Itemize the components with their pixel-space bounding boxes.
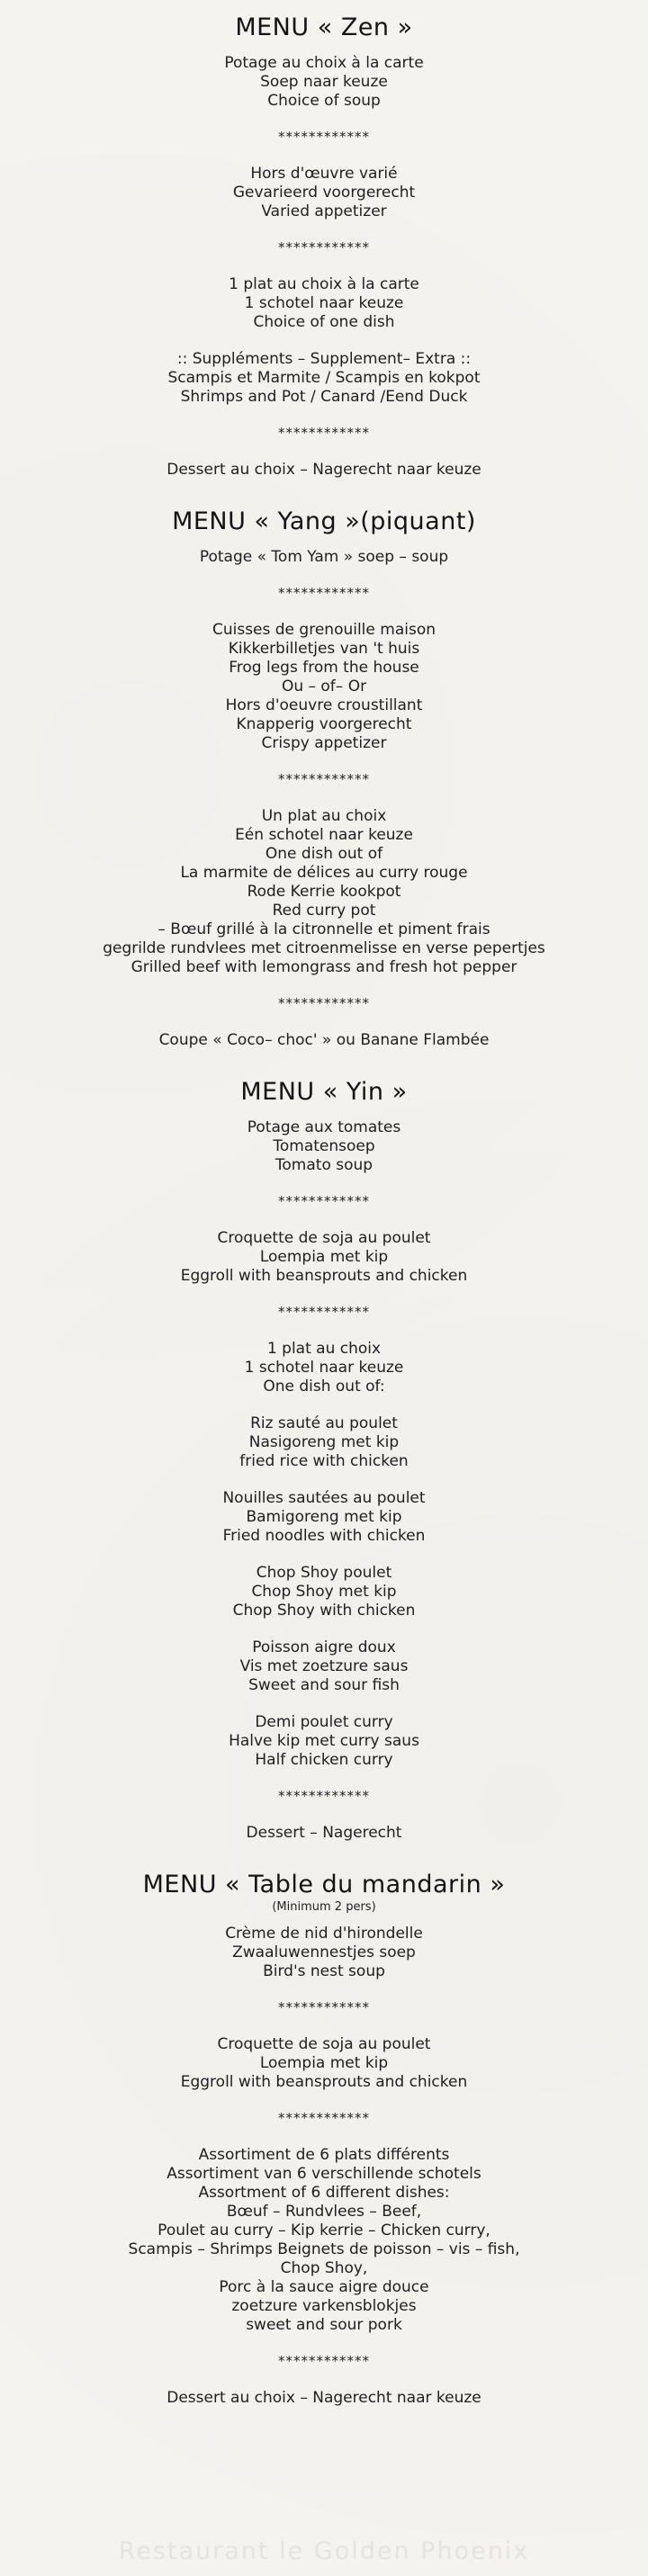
dish-option-line: Fried noodles with chicken — [222, 1527, 426, 1545]
menu-line: La marmite de délices au curry rouge — [180, 864, 468, 882]
dish-option-line: 1 schotel naar keuze — [244, 1359, 404, 1377]
menu-line: Rode Kerrie kookpot — [247, 883, 401, 901]
course-block — [0, 807, 648, 977]
menu-line: Potage aux tomates — [247, 1118, 401, 1136]
menu-line: Grilled beef with lemongrass and fresh hot pepper — [130, 958, 518, 976]
course-block — [0, 1824, 648, 1843]
separator: ************ — [278, 995, 370, 1011]
dish-option-line: Chop Shoy met kip — [251, 1583, 397, 1601]
menu-line: Frog legs from the house — [229, 659, 419, 677]
separator: ************ — [278, 1999, 370, 2015]
menu-section — [0, 13, 648, 480]
menu-line: One dish out of — [265, 845, 383, 863]
course-block — [0, 1229, 648, 1286]
line-gap — [0, 1396, 648, 1414]
menu-line: Loempia met kip — [259, 1248, 389, 1266]
dish-option-line: 1 plat au choix — [266, 1340, 382, 1358]
menu-line: Bœuf – Rundvlees – Beef, — [226, 2203, 422, 2221]
menu-section — [0, 507, 648, 1050]
supplement-line: Shrimps and Pot / Canard /Eend Duck — [180, 388, 468, 406]
menu-line: Eén schotel naar keuze — [235, 826, 413, 844]
separator: ************ — [278, 771, 370, 787]
dish-option-line: Sweet and sour fish — [248, 1676, 400, 1694]
menu-line: Tomatensoep — [273, 1137, 375, 1155]
menu-gap — [0, 480, 648, 507]
menu-line: Dessert au choix – Nagerecht naar keuze — [166, 2389, 482, 2407]
course-block — [0, 1340, 648, 1770]
separator: ************ — [278, 2110, 370, 2126]
dish-option-line: Half chicken curry — [255, 1751, 393, 1769]
menu-line: Choice of one dish — [253, 313, 395, 331]
menu-line: Potage au choix à la carte — [224, 54, 424, 72]
menu-line: Scampis – Shrimps Beignets de poisson – vis – fish, — [128, 2240, 520, 2258]
dish-option-line: fried rice with chicken — [239, 1452, 409, 1470]
menu-line: Tomato soup — [274, 1156, 374, 1174]
separator: ************ — [278, 1193, 370, 1209]
menu-line: Eggroll with beansprouts and chicken — [180, 2073, 468, 2091]
menu-line: Choice of soup — [267, 92, 381, 110]
course-block — [0, 548, 648, 567]
course-block — [0, 621, 648, 753]
menu-title: MENU « Yin » — [240, 1078, 408, 1106]
menu-line: Hors d'œuvre varié — [250, 165, 398, 183]
menu-gap — [0, 1050, 648, 1077]
menu-line: Gevarieerd voorgerecht — [232, 184, 416, 202]
menu-line: Hors d'oeuvre croustillant — [225, 696, 423, 714]
menu-line: Assortment of 6 different dishes: — [198, 2184, 450, 2202]
dish-option-line: Chop Shoy poulet — [256, 1564, 392, 1582]
menu-line: Varied appetizer — [261, 202, 387, 220]
line-gap — [0, 1695, 648, 1713]
menu-line: Crispy appetizer — [261, 734, 387, 752]
menu-title: MENU « Yang »(piquant) — [172, 507, 476, 535]
dish-option-line: Nasigoreng met kip — [248, 1433, 400, 1451]
course-block — [0, 2146, 648, 2335]
restaurant-watermark: Restaurant le Golden Phoenix — [118, 2537, 530, 2565]
course-block — [0, 2035, 648, 2092]
separator: ************ — [278, 1304, 370, 1320]
line-gap — [0, 1620, 648, 1638]
course-block — [0, 1925, 648, 1981]
menu-line: 1 plat au choix à la carte — [229, 275, 419, 293]
menu-line: Croquette de soja au poulet — [217, 2035, 431, 2053]
separator: ************ — [278, 585, 370, 601]
dish-option-line: Halve kip met curry saus — [229, 1732, 419, 1750]
dish-option-line: Bamigoreng met kip — [246, 1508, 402, 1526]
menu-line: Loempia met kip — [259, 2054, 389, 2072]
course-block — [0, 461, 648, 480]
menu-line: sweet and sour pork — [246, 2316, 402, 2334]
menu-section — [0, 1077, 648, 1843]
menu-line: Ou – of– Or — [281, 678, 367, 696]
menu-line: Eggroll with beansprouts and chicken — [180, 1267, 468, 1285]
menus-container — [0, 13, 648, 2408]
menu-line: Un plat au choix — [261, 807, 387, 825]
separator: ************ — [278, 2353, 370, 2369]
separator: ************ — [278, 425, 370, 441]
menu-line: – Bœuf grillé à la citronnelle et piment frais — [158, 920, 490, 938]
course-block — [0, 2389, 648, 2408]
menu-line: Knapperig voorgerecht — [236, 715, 412, 733]
line-gap — [0, 1471, 648, 1489]
line-gap — [0, 332, 648, 350]
separator: ************ — [278, 129, 370, 145]
separator: ************ — [278, 1788, 370, 1804]
course-block — [0, 1031, 648, 1050]
dish-option-line: Nouilles sautées au poulet — [222, 1489, 426, 1507]
menu-line: Porc à la sauce aigre douce — [219, 2278, 429, 2296]
menu-line: Potage « Tom Yam » soep – soup — [199, 548, 449, 566]
menu-line: Croquette de soja au poulet — [217, 1229, 431, 1247]
menu-line: Poulet au curry – Kip kerrie – Chicken curry, — [158, 2221, 490, 2239]
course-block — [0, 165, 648, 221]
menu-line: zoetzure varkensblokjes — [231, 2297, 417, 2315]
dish-option-line: Chop Shoy with chicken — [232, 1602, 416, 1620]
menu-gap — [0, 1843, 648, 1870]
menu-line: Red curry pot — [272, 902, 376, 920]
menu-line: Chop Shoy, — [280, 2259, 368, 2277]
menu-line: Assortiment de 6 plats différents — [198, 2146, 450, 2164]
menu-line: Zwaaluwennestjes soep — [232, 1943, 416, 1961]
menu-line: Soep naar keuze — [260, 73, 388, 91]
dish-option-line: One dish out of: — [263, 1378, 385, 1396]
menu-title: MENU « Zen » — [235, 13, 413, 41]
menu-line: Kikkerbilletjes van 't huis — [228, 640, 420, 658]
menu-line: Coupe « Coco– choc' » ou Banane Flambée — [158, 1031, 490, 1049]
menu-line: Dessert au choix – Nagerecht naar keuze — [166, 461, 482, 479]
menu-section — [0, 1870, 648, 2408]
menu-title: MENU « Table du mandarin » — [142, 1871, 506, 1898]
menu-subtitle: (Minimum 2 pers) — [272, 1900, 376, 1914]
menu-line: Dessert – Nagerecht — [246, 1824, 402, 1842]
dish-option-line: Demi poulet curry — [255, 1713, 393, 1731]
menu-line: Cuisses de grenouille maison — [212, 621, 436, 639]
separator: ************ — [278, 239, 370, 256]
line-gap — [0, 1546, 648, 1564]
dish-option-line: Riz sauté au poulet — [250, 1414, 398, 1432]
supplement-line: Scampis et Marmite / Scampis en kokpot — [167, 369, 481, 387]
menu-line: 1 schotel naar keuze — [244, 294, 404, 312]
course-block — [0, 54, 648, 111]
menu-line: Crème de nid d'hirondelle — [225, 1925, 423, 1943]
dish-option-line: Vis met zoetzure saus — [239, 1657, 409, 1675]
dish-option-line: Poisson aigre doux — [252, 1638, 396, 1656]
course-block — [0, 1118, 648, 1175]
menu-line: Bird's nest soup — [263, 1962, 385, 1980]
menu-line: Assortiment van 6 verschillende schotels — [166, 2165, 482, 2183]
supplement-line: :: Suppléments – Supplement– Extra :: — [176, 350, 472, 368]
course-block — [0, 275, 648, 407]
menu-line: gegrilde rundvlees met citroenmelisse en verse pepertjes — [103, 939, 545, 957]
